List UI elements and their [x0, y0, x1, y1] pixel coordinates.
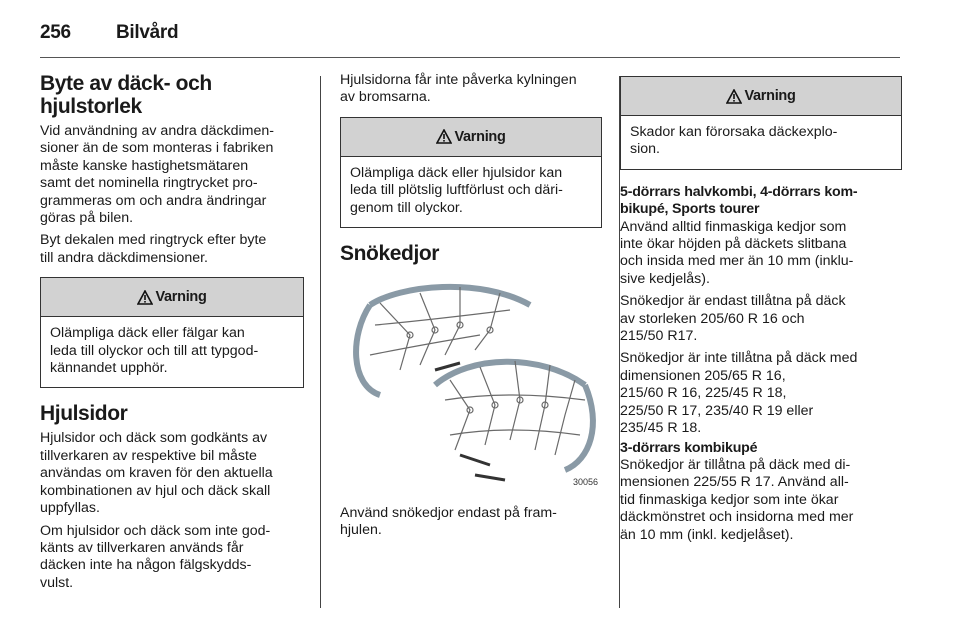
warning-title: Varning	[454, 128, 506, 145]
paragraph: Snökedjor är inte tillåtna på däck med dimensionen 205/65 R 16, 215/60 R 16, 225/45 R 18, 225/50 R 17, 235/40 R 19 eller 235/45 R 18.	[620, 350, 858, 437]
warning-text: Skador kan förorsaka däckexplo- sion.	[630, 124, 838, 158]
warning-triangle-icon	[436, 129, 452, 144]
warning-triangle-icon	[726, 89, 742, 104]
paragraph: Om hjulsidor och däck som inte god- känts av tillverkaren används får däcken inte ha någon fälgskydds- vulst.	[40, 522, 271, 591]
paragraph: Snökedjor är endast tillåtna på däck av storleken 205/60 R 16 och 215/50 R17.	[620, 293, 846, 345]
subheading-models: 5-dörrars halvkombi, 4-dörrars kom- bikupé, Sports tourer	[620, 183, 858, 218]
paragraph: Byt dekalen med ringtryck efter byte till andra däckdimensioner.	[40, 232, 267, 266]
paragraph: Snökedjor är tillåtna på däck med di- mensionen 225/55 R 17. Använd all- tid finmaskiga kedjor som inte ökar däckmönstret och insidorna med mer än 10 mm (inkl. kedjelåset).	[620, 456, 854, 543]
warning-text: Olämpliga däck eller fälgar kan leda till olyckor och till att typgod- kännandet upphör.	[50, 325, 259, 377]
paragraph: Vid användning av andra däckdimen- sioner än de som monteras i fabriken måste kanske hastighetsmätaren samt det nominella ringtrycket pro- grammeras om och andra ändringar göras på bilen.	[40, 123, 274, 227]
page-number: 256	[40, 22, 71, 43]
heading-wheel-covers: Hjulsidor	[40, 402, 128, 426]
column-2	[340, 72, 602, 545]
warning-header	[341, 118, 601, 157]
warning-triangle-icon	[137, 290, 153, 305]
heading-snow-chains: Snökedjor	[340, 242, 440, 266]
section-title: Bilvård	[116, 22, 179, 43]
heading-tire-size: Byte av däck- och hjulstorlek	[40, 72, 212, 118]
figure-code: 30056	[572, 477, 598, 488]
paragraph: Använd alltid finmaskiga kedjor som inte ökar höjden på däckets slitbana och insida med mer än 10 mm (inklu- sive kedjelås).	[620, 218, 854, 287]
subheading-3door: 3-dörrars kombikupé	[620, 439, 758, 456]
paragraph: Hjulsidor och däck som godkänts av tillverkaren av respektive bil måste användas om kraven för den aktuella kombinationen av hjul och däck skall uppfyllas.	[40, 430, 273, 517]
column-divider	[320, 76, 321, 608]
warning-box	[340, 117, 602, 228]
header-divider	[40, 57, 900, 58]
paragraph: Använd snökedjor endast på fram- hjulen.	[340, 505, 557, 539]
warning-title: Varning	[155, 289, 207, 306]
paragraph: Hjulsidorna får inte påverka kylningen av bromsarna.	[340, 72, 577, 106]
warning-title: Varning	[744, 88, 796, 104]
page-header	[40, 18, 900, 58]
warning-box	[40, 277, 304, 388]
column-3	[620, 76, 902, 549]
warning-box	[620, 76, 902, 170]
column-1	[40, 72, 304, 597]
warning-text: Olämpliga däck eller hjulsidor kan leda till plötslig luftförlust och däri- genom till olyckor.	[350, 164, 563, 216]
warning-header	[621, 77, 901, 116]
snow-chain-illustration	[340, 275, 602, 493]
warning-header	[41, 278, 303, 317]
